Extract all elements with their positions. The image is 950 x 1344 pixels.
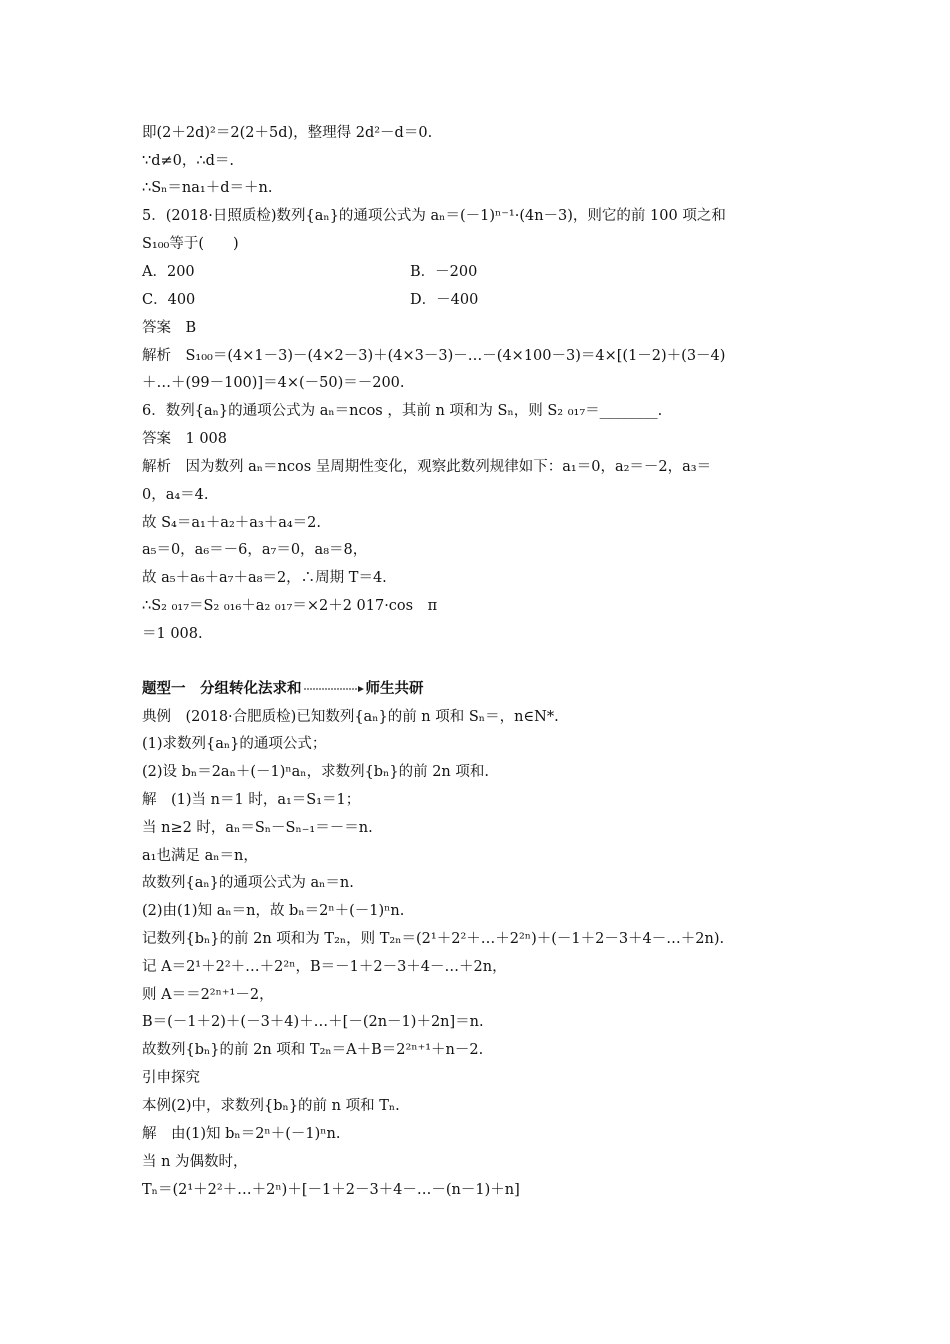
text-line: ∵d≠0，∴d＝. (142, 153, 234, 169)
solution-line: 解 由(1)知 bₙ＝2ⁿ＋(－1)ⁿn. (142, 1126, 341, 1142)
text-line: 故数列{bₙ}的前 2n 项和 T₂ₙ＝A＋B＝2²ⁿ⁺¹＋n－2. (142, 1042, 484, 1058)
option-c: C．400 (142, 292, 196, 308)
text-line: (2)由(1)知 aₙ＝n，故 bₙ＝2ⁿ＋(－1)ⁿn. (142, 903, 405, 919)
text-line: ＋…＋(99－100)]＝4×(－50)＝－200. (142, 375, 405, 391)
text-line: 故数列{aₙ}的通项公式为 aₙ＝n. (142, 875, 354, 891)
answer-line: 答案 B (142, 320, 197, 336)
question-6: 6．数列{aₙ}的通项公式为 aₙ＝ncos ，其前 n 项和为 Sₙ，则 S₂ ₀₁₇＝________. (142, 403, 663, 419)
answer-line: 答案 1 008 (142, 431, 228, 447)
text-line: 当 n≥2 时，aₙ＝Sₙ－Sₙ₋₁＝－＝n. (142, 820, 373, 836)
subheading: 引申探究 (142, 1070, 200, 1086)
analysis-line: 解析 因为数列 aₙ＝ncos 呈周期性变化，观察此数列规律如下：a₁＝0，a₂＝－2，a₃＝ (142, 459, 712, 475)
text-line: 本例(2)中，求数列{bₙ}的前 n 项和 Tₙ. (142, 1098, 400, 1114)
text-line: (1)求数列{aₙ}的通项公式； (142, 736, 327, 752)
text-line: B＝(－1＋2)＋(－3＋4)＋…＋[－(2n－1)＋2n]＝n. (142, 1014, 484, 1030)
text-line: ＝1 008. (142, 626, 203, 642)
example-line: 典例 (2018·合肥质检)已知数列{aₙ}的前 n 项和 Sₙ＝，n∈N*. (142, 709, 559, 725)
section-heading (142, 679, 424, 699)
text-line: ∴S₂ ₀₁₇＝S₂ ₀₁₆＋a₂ ₀₁₇＝×2＋2 017·cos π (142, 598, 438, 614)
option-a: A．200 (142, 264, 195, 280)
text-line: a₅＝0，a₆＝－6，a₇＝0，a₈＝8， (142, 542, 368, 558)
option-d: D．－400 (410, 292, 479, 308)
option-b: B．－200 (410, 264, 478, 280)
text-line: ∴Sₙ＝na₁＋d＝＋n. (142, 180, 273, 196)
text-line: 记 A＝2¹＋2²＋…＋2²ⁿ，B＝－1＋2－3＋4－…＋2n， (142, 959, 507, 975)
text-line: 则 A＝＝2²ⁿ⁺¹－2， (142, 987, 274, 1003)
option-row (142, 290, 479, 310)
text-line: 记数列{bₙ}的前 2n 项和为 T₂ₙ，则 T₂ₙ＝(2¹＋2²＋…＋2²ⁿ)＋(－1＋2－3＋4－…＋2n). (142, 931, 725, 947)
text-line: a₁也满足 aₙ＝n， (142, 848, 258, 864)
question-5: 5．(2018·日照质检)数列{aₙ}的通项公式为 aₙ＝(－1)ⁿ⁻¹·(4n－3)，则它的前 100 项之和 (142, 208, 726, 224)
text-line: (2)设 bₙ＝2aₙ＋(－1)ⁿaₙ，求数列{bₙ}的前 2n 项和. (142, 764, 489, 780)
text-line: Tₙ＝(2¹＋2²＋…＋2ⁿ)＋[－1＋2－3＋4－…－(n－1)＋n] (142, 1182, 520, 1198)
text-line: 故 a₅＋a₆＋a₇＋a₈＝2，∴周期 T＝4. (142, 570, 387, 586)
arrow-right-icon (304, 685, 364, 693)
section-tag: 师生共研 (365, 681, 424, 697)
option-row (142, 262, 478, 282)
text-line: 0，a₄＝4. (142, 487, 209, 503)
text-line: S₁₀₀等于( ) (142, 236, 239, 252)
analysis-line: 解析 S₁₀₀＝(4×1－3)－(4×2－3)＋(4×3－3)－…－(4×100－3)＝4×[(1－2)＋(3－4) (142, 348, 726, 364)
text-line: 当 n 为偶数时， (142, 1154, 248, 1170)
section-title: 题型一 分组转化法求和 (142, 681, 302, 697)
text-line: 故 S₄＝a₁＋a₂＋a₃＋a₄＝2. (142, 515, 322, 531)
text-line: 即(2＋2d)²＝2(2＋5d)，整理得 2d²－d＝0. (142, 125, 433, 141)
solution-line: 解 (1)当 n＝1 时，a₁＝S₁＝1； (142, 792, 361, 808)
